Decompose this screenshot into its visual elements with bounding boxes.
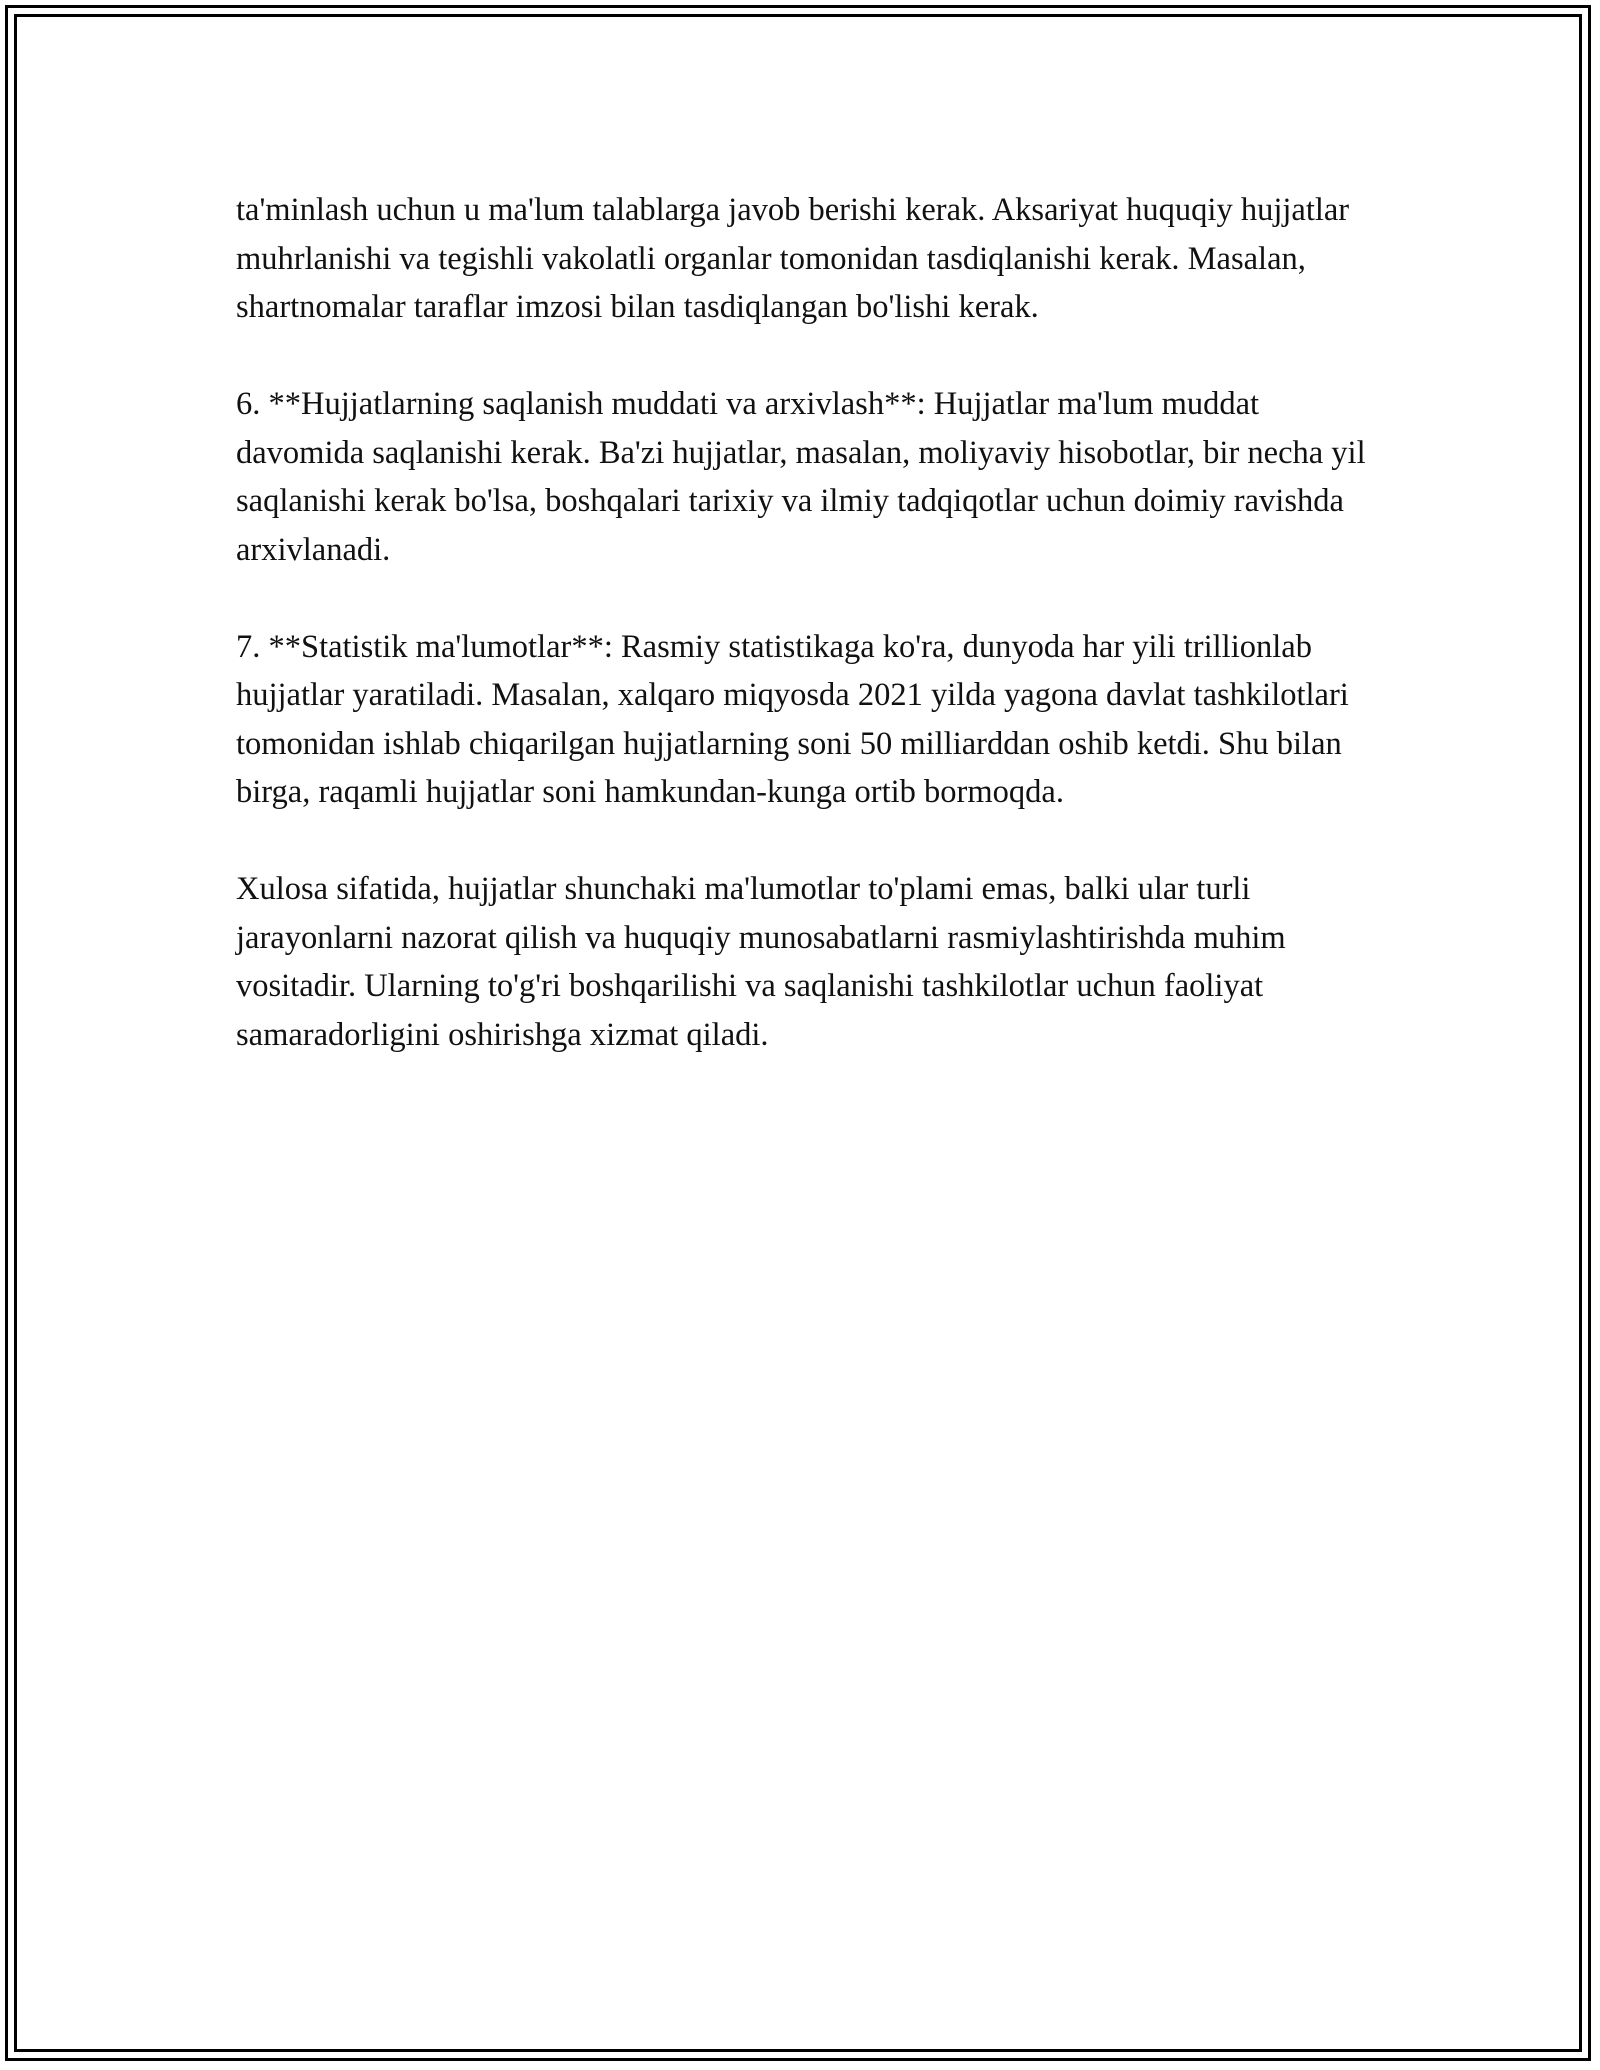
- document-body: [236, 186, 1372, 1108]
- paragraph-conclusion: Xulosa sifatida, hujjatlar shunchaki ma'lumotlar to'plami emas, balki ular turli jarayonlarni nazorat qilish va huquqiy munosabatlarni rasmiylashtirishda muhim vositadir. Ularning to'g'ri boshqarilishi va saqlanishi tashkilotlar uchun faoliyat samaradorligini oshirishga xizmat qiladi.: [236, 871, 1286, 1053]
- paragraph-statistics: 7. **Statistik ma'lumotlar**: Rasmiy statistikaga ko'ra, dunyoda har yili trillionlab hujjatlar yaratiladi. Masalan, xalqaro miqyosda 2021 yilda yagona davlat tashkilotlari tomonidan ishlab chiqarilgan hujjatlarning soni 50 milliarddan oshib ketdi. Shu bilan birga, raqamli hujjatlar soni hamkundan-kunga ortib bormoqda.: [236, 628, 1349, 810]
- paragraph-requirements: ta'minlash uchun u ma'lum talablarga javob berishi kerak. Aksariyat huquqiy hujjatlar muhrlanishi va tegishli vakolatli organlar tomonidan tasdiqlanishi kerak. Masalan, shartnomalar taraflar imzosi bilan tasdiqlangan bo'lishi kerak.: [236, 192, 1350, 325]
- paragraph-retention-archiving: 6. **Hujjatlarning saqlanish muddati va arxivlash**: Hujjatlar ma'lum muddat davomida saqlanishi kerak. Ba'zi hujjatlar, masalan, moliyaviy hisobotlar, bir necha yil saqlanishi kerak bo'lsa, boshqalari tarixiy va ilmiy tadqiqotlar uchun doimiy ravishda arxivlanadi.: [236, 386, 1366, 568]
